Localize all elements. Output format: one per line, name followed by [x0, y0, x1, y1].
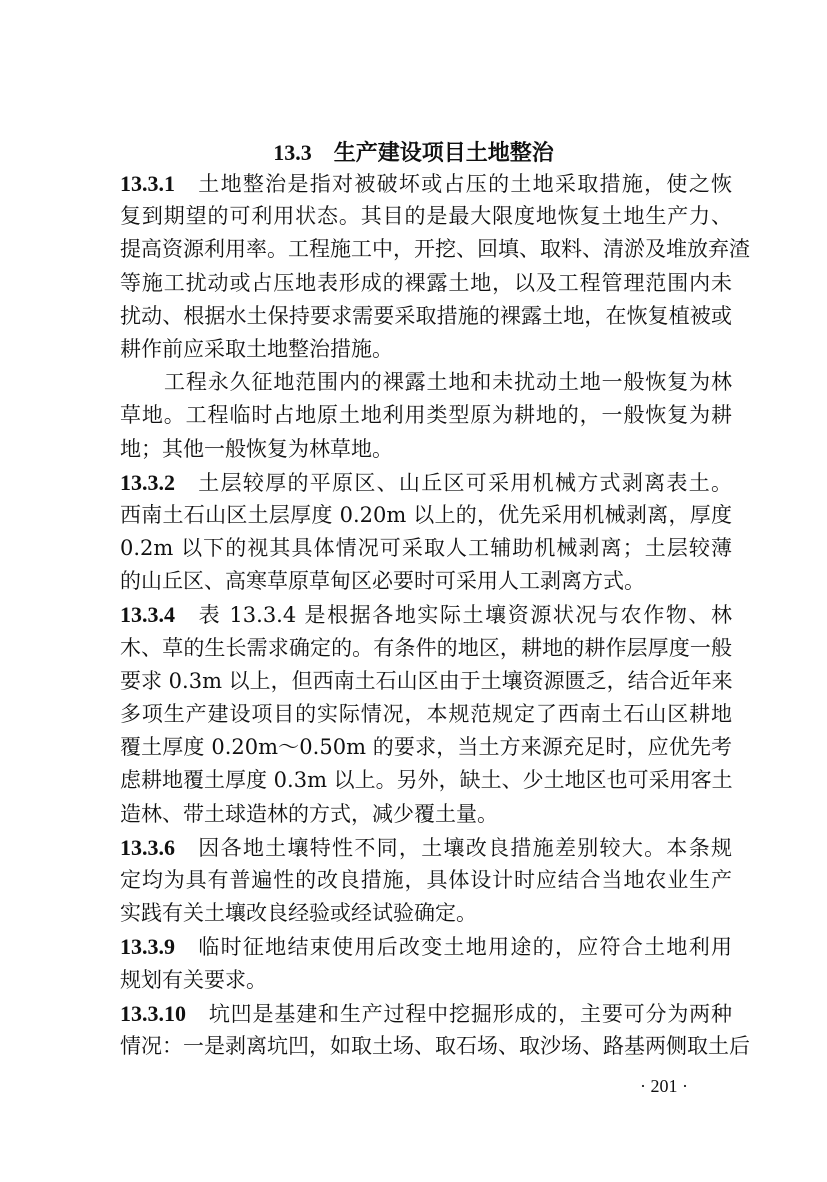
clause-number: 13.3.1	[120, 171, 175, 196]
clause-number: 13.3.9	[120, 934, 175, 960]
text-line	[120, 200, 732, 233]
line-text: 扰动、根据水土保持要求需要采取措施的裸露土地，在恢复植被或	[120, 303, 732, 328]
section-number: 13.3	[273, 140, 312, 165]
line-text: 多项生产建设项目的实际情况，本规范规定了西南土石山区耕地	[120, 702, 732, 726]
line-text: 提高资源利用率。工程施工中，开挖、回填、取料、清淤及堆放弃渣	[120, 237, 750, 262]
line-text: 草地。工程临时占地原土地利用类型原为耕地的，一般恢复为耕	[120, 403, 732, 428]
text-line	[120, 665, 732, 698]
text-line	[120, 964, 732, 997]
text-line	[120, 333, 732, 366]
text-line	[120, 267, 732, 300]
text-line	[120, 366, 732, 399]
text-line	[120, 233, 750, 266]
text-line	[120, 167, 732, 200]
clause	[120, 598, 732, 830]
line-text: 的山丘区、高寒草原草甸区必要时可采用人工剥离方式。	[120, 569, 645, 594]
clause	[120, 167, 750, 366]
clause	[120, 466, 732, 599]
text-line	[120, 764, 732, 797]
line-text: 土地整治是指对被破坏或占压的土地采取措施，使之恢	[197, 172, 732, 196]
text-line	[120, 632, 732, 665]
line-text: 实践有关土壤改良经验或经试验确定。	[120, 901, 477, 926]
line-text: 造林、带土球造林的方式，减少覆土量。	[120, 801, 498, 826]
line-text: 地；其他一般恢复为林草地。	[120, 436, 393, 461]
text-line	[120, 864, 732, 897]
clause-number: 13.3.4	[120, 602, 175, 628]
text-line	[120, 598, 732, 631]
text-line	[120, 466, 732, 499]
line-text: 西南土石山区土层厚度 0.20m 以上的，优先采用机械剥离，厚度	[120, 502, 732, 527]
text-line	[120, 1030, 750, 1063]
text-line	[120, 565, 732, 598]
text-line	[120, 798, 732, 831]
text-line	[120, 997, 732, 1030]
section-title: 生产建设项目土地整治	[333, 141, 554, 166]
line-text: 等施工扰动或占压地表形成的裸露土地，以及工程管理范围内未	[120, 270, 732, 295]
line-text: 情况：一是剥离坑凹，如取土场、取石场、取沙场、路基两侧取土后	[120, 1033, 750, 1058]
line-text: 0.2m 以下的视其具体情况可采取人工辅助机械剥离；土层较薄	[120, 536, 732, 561]
text-line	[120, 433, 732, 466]
clause	[120, 831, 732, 931]
text-line	[120, 930, 732, 963]
clause	[120, 366, 732, 466]
page-number: · 201 ·	[640, 1076, 688, 1096]
text-line	[120, 300, 732, 333]
section-heading	[0, 136, 827, 167]
clause-number: 13.3.2	[120, 469, 175, 495]
text-line	[120, 831, 732, 864]
line-text: 因各地土壤特性不同，土壤改良措施差别较大。本条规	[197, 835, 732, 860]
line-text: 工程永久征地范围内的裸露土地和未扰动土地一般恢复为林	[164, 370, 732, 395]
document-body	[120, 167, 750, 1063]
text-line	[120, 399, 732, 432]
line-text: 虑耕地覆土厚度 0.3m 以上。另外，缺土、少土地区也可采用客土	[120, 768, 733, 793]
clause	[120, 997, 750, 1063]
line-text: 耕作前应采取土地整治措施。	[120, 336, 393, 361]
line-text: 表 13.3.4 是根据各地实际土壤资源状况与农作物、林	[197, 603, 732, 628]
text-line	[120, 897, 732, 930]
line-text: 规划有关要求。	[120, 967, 267, 992]
line-text: 临时征地结束使用后改变土地用途的，应符合土地利用	[197, 935, 732, 960]
line-text: 要求 0.3m 以上，但西南土石山区由于土壤资源匮乏，结合近年来	[120, 668, 733, 693]
line-text: 木、草的生长需求确定的。有条件的地区，耕地的耕作层厚度一般	[120, 635, 732, 660]
line-text: 复到期望的可利用状态。其目的是最大限度地恢复土地生产力、	[120, 204, 732, 229]
text-line	[120, 731, 732, 764]
text-line	[120, 698, 732, 731]
text-line	[120, 532, 732, 565]
line-text: 坑凹是基建和生产过程中挖掘形成的，主要可分为两种	[208, 1001, 732, 1026]
clause-number: 13.3.10	[120, 1000, 186, 1026]
line-text: 定均为具有普遍性的改良措施，具体设计时应结合当地农业生产	[120, 867, 732, 892]
line-text: 覆土厚度 0.20m～0.50m 的要求，当土方来源充足时，应优先考	[120, 735, 732, 760]
clause	[120, 930, 732, 996]
line-text: 土层较厚的平原区、山丘区可采用机械方式剥离表土。	[197, 470, 732, 495]
text-line	[120, 499, 732, 532]
clause-number: 13.3.6	[120, 834, 175, 860]
